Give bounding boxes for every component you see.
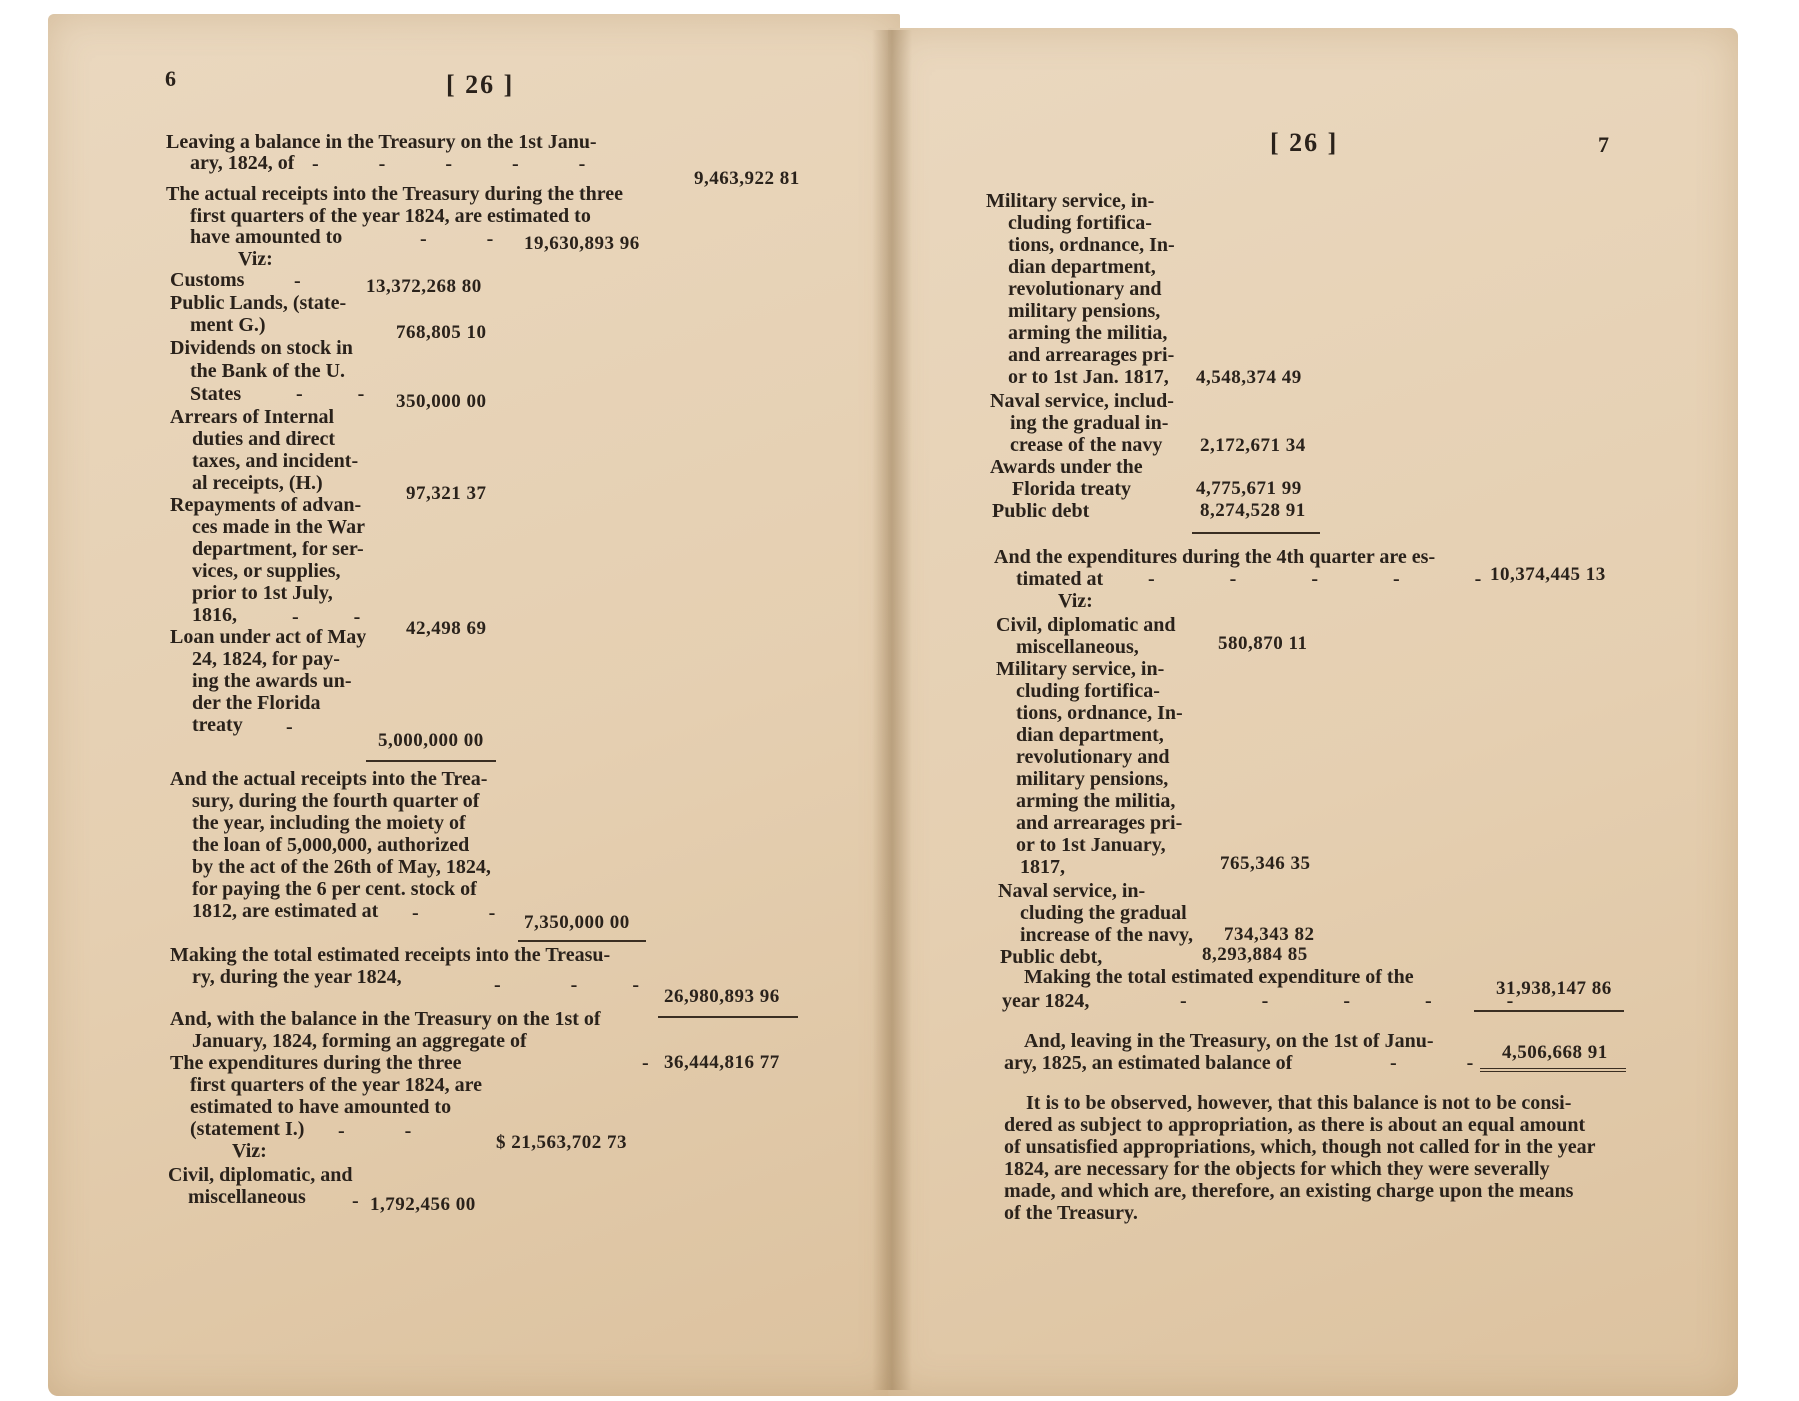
text-line: duties and direct [192,428,335,450]
amount: 19,630,893 96 [524,233,640,254]
text-line: first quarters of the year 1824, are estimated to [190,205,591,227]
text-line: Public debt, [1000,946,1103,968]
text-line: (statement I.) [190,1118,305,1140]
text-line: Naval service, in- [998,880,1146,902]
amount: 1,792,456 00 [370,1194,476,1215]
page-header: [ 26 ] [1270,128,1339,157]
text-line: cluding fortifica- [1016,680,1160,702]
text-line: Florida treaty [1012,478,1132,500]
text-line: sury, during the fourth quarter of [192,790,480,812]
text-line: Loan under act of May [170,626,367,648]
text-line: der the Florida [192,692,321,714]
text-line: by the act of the 26th of May, 1824, [192,856,491,878]
text-line: cluding the gradual [1020,902,1187,924]
amount: 734,343 82 [1224,924,1315,945]
text-line: And, leaving in the Treasury, on the 1st of Janu- [1024,1030,1434,1052]
text-line: Military service, in- [986,190,1155,212]
text-line: Customs [170,269,245,291]
amount: 7,350,000 00 [524,912,630,933]
amount: 8,293,884 85 [1202,944,1308,965]
viz-label: Viz: [238,248,273,270]
text-line: The actual receipts into the Treasury during the three [166,183,624,205]
text-line: miscellaneous, [1016,636,1139,658]
amount: 768,805 10 [396,322,487,343]
text-line: prior to 1st July, [192,582,333,604]
text-line: ment G.) [190,314,266,336]
leader-dashes: - - [292,606,361,628]
amount: 31,938,147 86 [1496,978,1612,999]
text-line: Public debt [992,500,1090,522]
text-line: vices, or supplies, [192,560,341,582]
text-line: Making the total estimated expenditure of the [1024,966,1414,988]
text-line: Naval service, includ- [990,390,1174,412]
text-line: first quarters of the year 1824, are [190,1074,482,1096]
text-line: 1824, are necessary for the objects for which they were severally [1004,1158,1550,1180]
amount: 4,775,671 99 [1196,478,1302,499]
text-line: or to 1st Jan. 1817, [1008,366,1169,388]
sum-rule [658,1016,798,1018]
amount: 9,463,922 81 [694,168,800,189]
text-line: crease of the navy [1010,434,1163,456]
text-line: al receipts, (H.) [192,472,323,494]
text-line: And the expenditures during the 4th quarter are es- [994,546,1436,568]
text-line: The expenditures during the three [170,1052,462,1074]
text-line: cluding fortifica- [1008,212,1152,234]
amount: 765,346 35 [1220,853,1311,874]
text-line: Civil, diplomatic and [996,614,1176,636]
text-line: dered as subject to appropriation, as there is about an equal amount [1004,1114,1586,1136]
amount: 36,444,816 77 [664,1052,780,1073]
leader-dashes: - [642,1052,649,1074]
sum-rule [1192,532,1320,534]
amount: 2,172,671 34 [1200,435,1306,456]
text-line: Military service, in- [996,658,1165,680]
text-line: Public Lands, (state- [170,292,347,314]
text-line: department, for ser- [192,538,364,560]
leader-dashes: - - [296,383,365,405]
text-line: Civil, diplomatic, and [168,1164,353,1186]
text-line: or to 1st January, [1016,834,1166,856]
amount: 8,274,528 91 [1200,500,1306,521]
leader-dashes: - [352,1190,359,1212]
text-line: of the Treasury. [1004,1202,1138,1224]
text-line: made, and which are, therefore, an existing charge upon the means [1004,1180,1574,1202]
amount: $ 21,563,702 73 [496,1132,627,1153]
amount: 13,372,268 80 [366,276,482,297]
text-line: January, 1824, forming an aggregate of [192,1030,527,1052]
leader-dashes: - [294,270,301,292]
text-line: And the actual receipts into the Trea- [170,768,488,790]
text-line: the loan of 5,000,000, authorized [192,834,470,856]
text-line: military pensions, [1016,768,1169,790]
text-line: dian department, [1008,256,1156,278]
amount: 97,321 37 [406,483,487,504]
text-line: the year, including the moiety of [192,812,466,834]
amount: 580,870 11 [1218,633,1308,654]
text-line: arming the militia, [1008,322,1168,344]
text-line: revolutionary and [1016,746,1170,768]
sum-rule [366,760,496,762]
text-line: have amounted to [190,226,343,248]
text-line: Dividends on stock in [170,337,353,359]
text-line: and arrearages pri- [1016,812,1183,834]
text-line: Leaving a balance in the Treasury on the 1st Janu- [166,131,597,153]
text-line: It is to be observed, however, that this balance is not to be consi- [1026,1092,1572,1114]
text-line: 1817, [1020,856,1065,878]
sum-rule [518,940,646,942]
text-line: the Bank of the U. [190,360,346,382]
text-line: tions, ordnance, In- [1016,702,1183,724]
double-rule [1480,1068,1626,1072]
page-number: 6 [165,66,176,91]
amount: 4,506,668 91 [1502,1042,1608,1063]
text-line: taxes, and incident- [192,450,359,472]
text-line: States [190,383,242,405]
text-line: ing the awards un- [192,670,352,692]
leader-dashes: - - - - - [1148,568,1482,590]
text-line: revolutionary and [1008,278,1162,300]
text-line: ary, 1824, of [190,152,295,174]
page-header: [ 26 ] [446,70,515,99]
amount: 4,548,374 49 [1196,367,1302,388]
text-line: Repayments of advan- [170,494,362,516]
leader-dashes: - - [1390,1052,1474,1074]
sum-rule [1474,1010,1624,1012]
amount: 10,374,445 13 [1490,564,1606,585]
text-line: treaty [192,714,243,736]
leader-dashes: - [286,716,293,738]
text-line: tions, ordnance, In- [1008,234,1175,256]
text-line: increase of the navy, [1020,924,1193,946]
text-line: 24, 1824, for pay- [192,648,340,670]
leader-dashes: - - - - - [1180,990,1514,1012]
text-line: ces made in the War [192,516,365,538]
amount: 42,498 69 [406,618,487,639]
text-line: dian department, [1016,724,1164,746]
viz-label: Viz: [232,1140,267,1162]
amount: 5,000,000 00 [378,730,484,751]
text-line: year 1824, [1002,990,1090,1012]
leader-dashes: - - [420,228,494,250]
amount: 26,980,893 96 [664,986,780,1007]
text-line: estimated to have amounted to [190,1096,452,1118]
text-line: 1812, are estimated at [192,900,379,922]
text-line: ing the gradual in- [1010,412,1169,434]
text-line: of unsatisfied appropriations, which, though not called for in the year [1004,1136,1596,1158]
leader-dashes: - - - [494,974,639,996]
leader-dashes: - - [338,1120,412,1142]
page-number: 7 [1598,132,1609,157]
text-line: timated at [1016,568,1104,590]
text-line: military pensions, [1008,300,1161,322]
book-gutter [872,30,912,1390]
leader-dashes: - - [412,902,496,924]
amount: 350,000 00 [396,391,487,412]
text-line: Arrears of Internal [170,406,335,428]
viz-label: Viz: [1058,590,1093,612]
text-line: arming the militia, [1016,790,1176,812]
text-line: Making the total estimated receipts into the Treasu- [170,944,611,966]
leader-dashes: - - - - - [312,153,586,175]
text-line: Awards under the [990,456,1143,478]
text-line: ary, 1825, an estimated balance of [1004,1052,1293,1074]
text-line: and arrearages pri- [1008,344,1175,366]
text-line: for paying the 6 per cent. stock of [192,878,477,900]
text-line: 1816, [192,604,237,626]
text-line: And, with the balance in the Treasury on the 1st of [170,1008,601,1030]
text-line: ry, during the year 1824, [192,966,402,988]
text-line: miscellaneous [188,1186,306,1208]
